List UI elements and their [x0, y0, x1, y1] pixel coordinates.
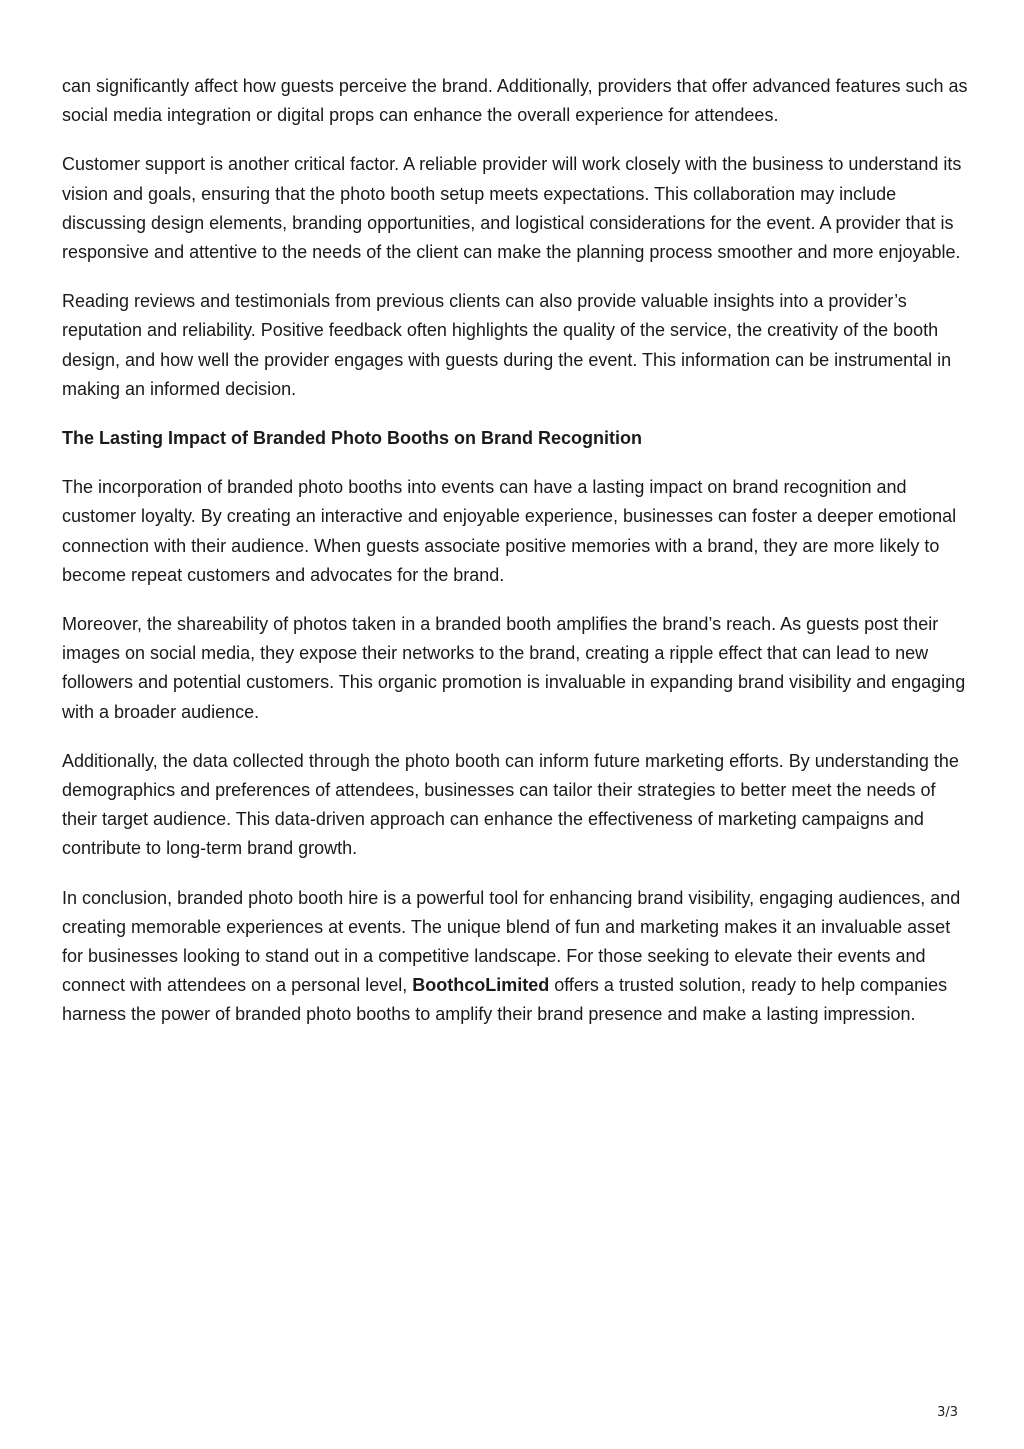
- paragraph-2: Customer support is another critical factor. A reliable provider will work closely with the business to understand its vision and goals, ensuring that the photo booth setup meets expectations. This collaboration may include discussing design elements, branding opportunities, and logistical considerations for the event. A provider that is responsive and attentive to the needs of the client can make the planning process smoother and more enjoyable.: [62, 154, 962, 263]
- section-paragraph-3: Additionally, the data collected through the photo booth can inform future marketing efforts. By understanding the demographics and preferences of attendees, businesses can tailor their strategies to better meet the needs of their target audience. This data-driven approach can enhance the effectiveness of marketing campaigns and contribute to long-term brand growth.: [62, 750, 959, 859]
- section-paragraph-2: Moreover, the shareability of photos taken in a branded booth amplifies the brand’s reach. As guests post their images on social media, they expose their networks to the brand, creating a ripple effect that can lead to new followers and potential customers. This organic promotion is invaluable in expanding brand visibility and engaging with a broader audience.: [62, 614, 966, 722]
- paragraph-1: can significantly affect how guests perceive the brand. Additionally, providers that offer advanced features such as social media integration or digital props can enhance the overall experience for attendees.: [62, 76, 968, 126]
- conclusion-paragraph: [62, 884, 972, 1030]
- section-heading: The Lasting Impact of Branded Photo Booths on Brand Recognition: [62, 428, 642, 449]
- section-paragraph-1: The incorporation of branded photo booths into events can have a lasting impact on brand recognition and customer loyalty. By creating an interactive and enjoyable experience, businesses can foster a deeper emotional connection with their audience. When guests associate positive memories with a brand, they are more likely to become repeat customers and advocates for the brand.: [62, 477, 957, 585]
- page-number: 3/3: [937, 1405, 958, 1420]
- paragraph-3: Reading reviews and testimonials from previous clients can also provide valuable insights into a provider’s reputation and reliability. Positive feedback often highlights the quality of the service, the creativity of the booth design, and how well the provider engages with guests during the event. This information can be instrumental in making an informed decision.: [62, 291, 952, 399]
- conclusion-text-before: In conclusion, branded photo booth hire is a powerful tool for enhancing brand visibility, engaging audiences, and creating memorable experiences at events. The unique blend of fun and marketing makes it an invaluable asset for businesses looking to stand out in a competitive landscape. For those seeking to elevate their events and connect with attendees on a personal level,: [62, 887, 961, 996]
- brand-name: BoothcoLimited: [412, 975, 550, 996]
- document-body: [62, 72, 972, 1050]
- conclusion-text-after: offers a trusted solution, ready to help companies harness the power of branded photo booths to amplify their brand presence and make a lasting impression.: [62, 975, 948, 1025]
